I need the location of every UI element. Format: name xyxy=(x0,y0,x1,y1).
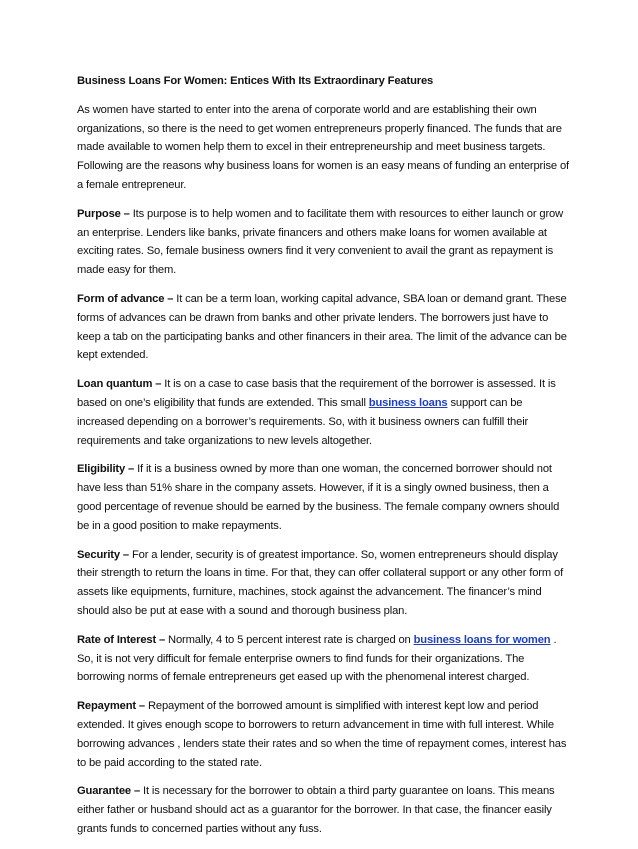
eligibility-heading: Eligibility – xyxy=(77,463,135,476)
purpose-paragraph xyxy=(77,205,569,280)
repayment-paragraph xyxy=(77,697,569,772)
security-text: For a lender, security is of greatest importance. So, women entrepreneurs should display their strength to return the loans in time. For that, they can offer collateral support or any other form of assets like equipments, furniture, machines, stock against the advancement. The financer’s mind should also be put at ease with a sound and thorough business plan. xyxy=(77,548,564,617)
guarantee-text: It is necessary for the borrower to obtain a third party guarantee on loans. This means either father or husband should act as a guarantor for the borrower. In that case, the financer easily grants funds to concerned parties without any fuss. xyxy=(77,785,555,835)
rate-of-interest-text-before: Normally, 4 to 5 percent interest rate is charged on xyxy=(165,633,414,646)
form-of-advance-text: It can be a term loan, working capital advance, SBA loan or demand grant. These forms of advances can be drawn from banks and other private lenders. The borrowers just have to keep a tab on the participating banks and other financers in their area. The limit of the advance can be kept extended. xyxy=(77,292,567,362)
guarantee-paragraph xyxy=(77,782,569,838)
rate-of-interest-paragraph xyxy=(77,631,569,687)
security-heading: Security – xyxy=(77,548,129,561)
eligibility-text: If it is a business owned by more than one woman, the concerned borrower should not have less than 51% share in the company assets. However, if it is a singly owned business, then a good percentage of revenue should be earned by the business. The female company owners should be in a good position to make repayments. xyxy=(77,463,560,532)
repayment-text: Repayment of the borrowed amount is simplified with interest kept low and period extended. It gives enough scope to borrowers to return advancement in time with full interest. While borrowing advances , lenders state their rates and so when the time of repayment comes, interest has to be paid according to the stated rate. xyxy=(77,700,567,769)
security-paragraph xyxy=(77,546,569,621)
eligibility-paragraph xyxy=(77,460,569,535)
business-loans-link[interactable]: business loans xyxy=(368,396,448,409)
form-of-advance-heading: Form of advance – xyxy=(77,292,174,305)
repayment-heading: Repayment – xyxy=(77,700,145,713)
loan-quantum-paragraph xyxy=(77,375,569,450)
purpose-heading: Purpose – xyxy=(77,207,130,220)
intro-paragraph: As women have started to enter into the arena of corporate world and are establishing their own organizations, so there is the need to get women entrepreneurs properly financed. The funds that are made available to women help them to excel in their entrepreneurship and meet business targets. Following are the reasons why business loans for women is an easy means of funding an enterprise of a female entrepreneur. xyxy=(77,103,569,191)
form-of-advance-paragraph xyxy=(77,290,569,365)
purpose-text: Its purpose is to help women and to facilitate them with resources to either launch or grow an enterprise. Lenders like banks, private financers and others make loans for women available at exciting rates. So, female business owners find it very convenient to avail the grant as repayment is made easy for them. xyxy=(77,207,564,277)
guarantee-heading: Guarantee – xyxy=(77,785,141,798)
document-page xyxy=(77,72,569,849)
loan-quantum-text-after: support can be increased depending on a borrower’s requirements. So, with it business owners can fulfill their requirements and take organizations to new levels altogether. xyxy=(77,396,529,447)
rate-of-interest-text-after: . So, it is not very difficult for female enterprise owners to find funds for their organizations. The borrowing norms of female entrepreneurs get eased up with the phenomenal interest charged. xyxy=(77,633,557,684)
loan-quantum-heading: Loan quantum – xyxy=(77,378,162,391)
rate-of-interest-heading: Rate of Interest – xyxy=(77,633,166,646)
business-loans-for-women-link[interactable]: business loans for women xyxy=(413,633,551,646)
page-title: Business Loans For Women: Entices With Its Extraordinary Features xyxy=(77,75,434,87)
loan-quantum-text-before: It is on a case to case basis that the requirement of the borrower is assessed. It is based on one’s eligibility that funds are extended. This small xyxy=(77,378,556,409)
